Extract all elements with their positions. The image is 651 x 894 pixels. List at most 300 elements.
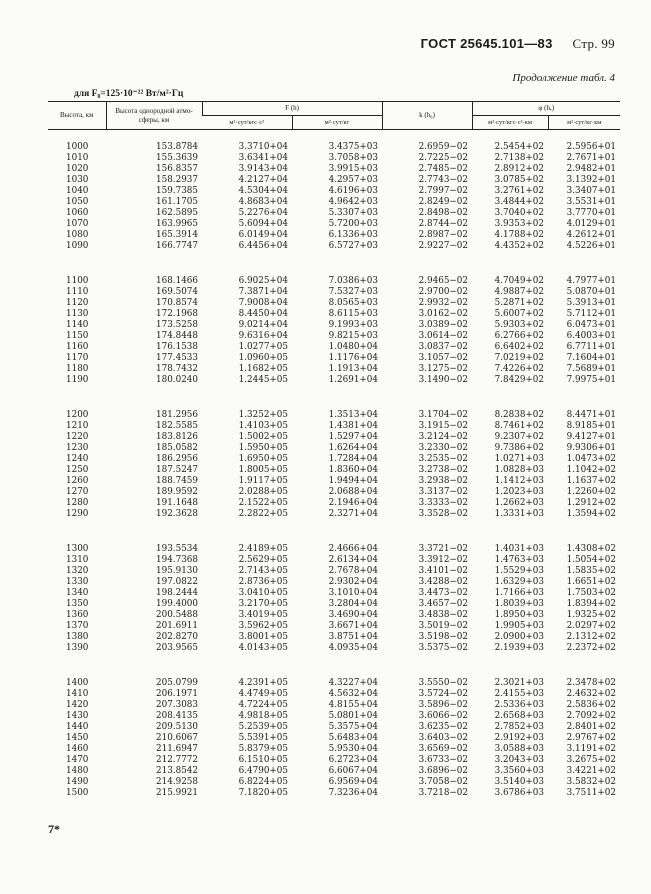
phi-kg-cell: 4.0129+01 (566, 219, 616, 229)
phi-kgs-cell: 4.4352+02 (494, 241, 544, 251)
phi-kg-cell: 2.5956+01 (566, 142, 616, 152)
phi-kgs-cell: 3.9353+02 (494, 219, 544, 229)
table-row (48, 454, 620, 465)
phi-kgs-cell: 4.1788+02 (494, 230, 544, 240)
F-kgs-cell: 8.4450+04 (238, 309, 288, 319)
phi-kg-cell: 2.4632+02 (566, 689, 616, 699)
F-kgs-cell: 6.4790+05 (238, 766, 288, 776)
altitude-cell: 1210 (66, 421, 89, 431)
F-kg-cell: 3.2804+04 (328, 599, 378, 609)
phi-kg-cell: 1.7503+02 (566, 588, 616, 598)
altitude-cell: 1200 (66, 410, 89, 420)
atmosphere-height-cell: 168.1466 (156, 276, 198, 286)
k-cell: 3.4288−02 (418, 577, 468, 587)
F-kgs-cell: 2.1522+05 (238, 498, 288, 508)
phi-kg-cell: 8.4471+01 (566, 410, 616, 420)
phi-kg-cell: 1.6651+02 (566, 577, 616, 587)
F-kgs-cell: 1.0960+05 (238, 353, 288, 363)
altitude-cell: 1240 (66, 454, 89, 464)
table-row (48, 498, 620, 509)
table-row (48, 164, 620, 175)
F-kgs-cell: 3.9143+04 (238, 164, 288, 174)
phi-kgs-cell: 3.6786+03 (494, 788, 544, 798)
F-kgs-cell: 2.4189+05 (238, 544, 288, 554)
col-altitude: Высота, км (48, 102, 106, 130)
atmosphere-height-cell: 189.9592 (156, 487, 198, 497)
table-row (48, 755, 620, 766)
F-kg-cell: 1.5297+04 (328, 432, 378, 442)
altitude-cell: 1330 (66, 577, 89, 587)
table-row (48, 219, 620, 230)
atmosphere-height-cell: 153.8784 (156, 142, 198, 152)
k-cell: 3.6569−02 (418, 744, 468, 754)
col-k: k (h₀) (382, 102, 472, 130)
table-row (48, 711, 620, 722)
phi-kgs-cell: 2.0900+03 (494, 632, 544, 642)
table-row (48, 276, 620, 287)
phi-kgs-cell: 8.7461+02 (494, 421, 544, 431)
table-row (48, 577, 620, 588)
group-spacer (48, 520, 620, 544)
atmosphere-height-cell: 195.9130 (156, 566, 198, 576)
altitude-cell: 1050 (66, 197, 89, 207)
altitude-cell: 1440 (66, 722, 89, 732)
phi-kg-cell: 2.5836+02 (566, 700, 616, 710)
table-row (48, 722, 620, 733)
atmosphere-height-cell: 197.0822 (156, 577, 198, 587)
table-row (48, 465, 620, 476)
F-kg-cell: 2.3271+04 (328, 509, 378, 519)
altitude-cell: 1410 (66, 689, 89, 699)
k-cell: 3.5198−02 (418, 632, 468, 642)
phi-kgs-cell: 9.2307+02 (494, 432, 544, 442)
phi-kgs-cell: 1.6329+03 (494, 577, 544, 587)
atmosphere-height-cell: 174.8448 (156, 331, 198, 341)
altitude-cell: 1380 (66, 632, 89, 642)
k-cell: 3.2738−02 (418, 465, 468, 475)
phi-kg-cell: 2.3478+02 (566, 678, 616, 688)
page-number: Стр. 99 (572, 36, 615, 51)
k-cell: 3.1057−02 (418, 353, 468, 363)
table-row (48, 733, 620, 744)
phi-kgs-cell: 1.7166+03 (494, 588, 544, 598)
phi-kg-cell: 7.9975+01 (566, 375, 616, 385)
k-cell: 2.9700−02 (418, 287, 468, 297)
phi-kgs-cell: 4.7049+02 (494, 276, 544, 286)
k-cell: 3.2330−02 (418, 443, 468, 453)
k-cell: 2.9465−02 (418, 276, 468, 286)
F-kgs-cell: 3.6341+04 (238, 153, 288, 163)
k-cell: 3.0837−02 (418, 342, 468, 352)
atmosphere-height-cell: 163.9965 (156, 219, 198, 229)
atmosphere-height-cell: 162.5895 (156, 208, 198, 218)
altitude-cell: 1070 (66, 219, 89, 229)
altitude-cell: 1430 (66, 711, 89, 721)
F-kg-cell: 1.3513+04 (328, 410, 378, 420)
altitude-cell: 1490 (66, 777, 89, 787)
col-phi-units-kg: м²·сут/кг·км (548, 116, 620, 130)
F-kgs-cell: 9.6316+04 (238, 331, 288, 341)
phi-kg-cell: 3.7770+01 (566, 208, 616, 218)
table-row (48, 487, 620, 498)
col-phi: φ (hₑ) (472, 102, 620, 116)
atmosphere-height-cell: 186.2956 (156, 454, 198, 464)
table-row (48, 186, 620, 197)
F-kgs-cell: 1.4103+05 (238, 421, 288, 431)
F-kg-cell: 5.9530+04 (328, 744, 378, 754)
phi-kgs-cell: 1.1412+03 (494, 476, 544, 486)
phi-kg-cell: 3.3407+01 (566, 186, 616, 196)
atmosphere-height-cell: 181.2956 (156, 410, 198, 420)
phi-kgs-cell: 2.5454+02 (494, 142, 544, 152)
F-kgs-cell: 1.6950+05 (238, 454, 288, 464)
phi-kgs-cell: 6.6402+02 (494, 342, 544, 352)
altitude-cell: 1000 (66, 142, 89, 152)
table-row (48, 410, 620, 421)
F-kg-cell: 1.4381+04 (328, 421, 378, 431)
F-kgs-cell: 1.5950+05 (238, 443, 288, 453)
altitude-cell: 1250 (66, 465, 89, 475)
F-kgs-cell: 6.9025+04 (238, 276, 288, 286)
phi-kgs-cell: 2.6568+03 (494, 711, 544, 721)
phi-kg-cell: 2.2372+02 (566, 643, 616, 653)
F-kgs-cell: 3.5962+05 (238, 621, 288, 631)
altitude-cell: 1160 (66, 342, 89, 352)
col-F: F (h) (202, 102, 382, 116)
col-atmosphere-height: Высота однородной атмосферы, км (106, 102, 202, 130)
atmosphere-height-cell: 201.6911 (156, 621, 198, 631)
altitude-cell: 1090 (66, 241, 89, 251)
table-row (48, 610, 620, 621)
table-row (48, 766, 620, 777)
phi-kgs-cell: 7.4226+02 (494, 364, 544, 374)
k-cell: 2.7997−02 (418, 186, 468, 196)
table-row (48, 287, 620, 298)
atmosphere-height-cell: 169.5074 (156, 287, 198, 297)
table-row (48, 241, 620, 252)
k-cell: 3.6896−02 (418, 766, 468, 776)
atmosphere-height-cell: 187.5247 (156, 465, 198, 475)
phi-kgs-cell: 1.2662+03 (494, 498, 544, 508)
table-row (48, 643, 620, 654)
F-kg-cell: 4.8155+04 (328, 700, 378, 710)
phi-kgs-cell: 1.9905+03 (494, 621, 544, 631)
F-kg-cell: 2.9302+04 (328, 577, 378, 587)
table-row (48, 476, 620, 487)
F-kg-cell: 7.3236+04 (328, 788, 378, 798)
altitude-cell: 1080 (66, 230, 89, 240)
phi-kgs-cell: 5.2871+02 (494, 298, 544, 308)
k-cell: 2.7225−02 (418, 153, 468, 163)
atmosphere-height-cell: 158.2937 (156, 175, 198, 185)
F-kgs-cell: 5.2539+05 (238, 722, 288, 732)
phi-kg-cell: 7.1604+01 (566, 353, 616, 363)
F-kg-cell: 3.9915+03 (328, 164, 378, 174)
k-cell: 3.1704−02 (418, 410, 468, 420)
phi-kgs-cell: 1.8950+03 (494, 610, 544, 620)
table-row (48, 555, 620, 566)
phi-kgs-cell: 5.6007+02 (494, 309, 544, 319)
F-kg-cell: 8.0565+03 (328, 298, 378, 308)
table-row (48, 777, 620, 788)
phi-kgs-cell: 8.2838+02 (494, 410, 544, 420)
altitude-cell: 1370 (66, 621, 89, 631)
altitude-cell: 1390 (66, 643, 89, 653)
phi-kg-cell: 4.7977+01 (566, 276, 616, 286)
phi-kg-cell: 3.2675+02 (566, 755, 616, 765)
atmosphere-height-cell: 170.8574 (156, 298, 198, 308)
F-kgs-cell: 4.9818+05 (238, 711, 288, 721)
k-cell: 2.8498−02 (418, 208, 468, 218)
F-kgs-cell: 4.8683+04 (238, 197, 288, 207)
table-row (48, 566, 620, 577)
phi-kg-cell: 9.9306+01 (566, 443, 616, 453)
F-kg-cell: 6.9569+04 (328, 777, 378, 787)
phi-kg-cell: 5.7112+01 (566, 309, 616, 319)
F-kg-cell: 5.3307+03 (328, 208, 378, 218)
k-cell: 2.8744−02 (418, 219, 468, 229)
atmosphere-height-cell: 209.5130 (156, 722, 198, 732)
atmosphere-height-cell: 200.5488 (156, 610, 198, 620)
phi-kg-cell: 5.3913+01 (566, 298, 616, 308)
atmosphere-height-cell: 194.7368 (156, 555, 198, 565)
atmosphere-height-cell: 178.7432 (156, 364, 198, 374)
table-row (48, 509, 620, 520)
phi-kg-cell: 1.1042+02 (566, 465, 616, 475)
k-cell: 3.5375−02 (418, 643, 468, 653)
F-kg-cell: 5.3575+04 (328, 722, 378, 732)
F-kgs-cell: 2.5629+05 (238, 555, 288, 565)
atmosphere-height-cell: 192.3628 (156, 509, 198, 519)
phi-kgs-cell: 4.9887+02 (494, 287, 544, 297)
k-cell: 3.2535−02 (418, 454, 468, 464)
phi-kg-cell: 3.5832+02 (566, 777, 616, 787)
F-kg-cell: 5.7200+03 (328, 219, 378, 229)
atmosphere-height-cell: 207.3083 (156, 700, 198, 710)
table-row (48, 544, 620, 555)
phi-kgs-cell: 2.9192+03 (494, 733, 544, 743)
table-row (48, 208, 620, 219)
F-kgs-cell: 1.0277+05 (238, 342, 288, 352)
group-spacer (48, 654, 620, 678)
altitude-cell: 1300 (66, 544, 89, 554)
table-row (48, 309, 620, 320)
F-kg-cell: 2.6134+04 (328, 555, 378, 565)
phi-kgs-cell: 3.0785+02 (494, 175, 544, 185)
F-kgs-cell: 6.1510+05 (238, 755, 288, 765)
altitude-cell: 1340 (66, 588, 89, 598)
table-continuation-note: Продолжение табл. 4 (512, 72, 615, 84)
table-row (48, 689, 620, 700)
F-kg-cell: 2.4666+04 (328, 544, 378, 554)
phi-kg-cell: 9.4127+01 (566, 432, 616, 442)
phi-kg-cell: 1.2260+02 (566, 487, 616, 497)
F-kg-cell: 1.9494+04 (328, 476, 378, 486)
k-cell: 3.7218−02 (418, 788, 468, 798)
altitude-cell: 1100 (66, 276, 89, 286)
altitude-cell: 1140 (66, 320, 89, 330)
phi-kg-cell: 4.5226+01 (566, 241, 616, 251)
table-row (48, 744, 620, 755)
k-cell: 2.7743−02 (418, 175, 468, 185)
atmosphere-height-cell: 165.3914 (156, 230, 198, 240)
k-cell: 3.5896−02 (418, 700, 468, 710)
F-kg-cell: 6.1336+03 (328, 230, 378, 240)
k-cell: 3.3721−02 (418, 544, 468, 554)
atmosphere-height-cell: 208.4135 (156, 711, 198, 721)
phi-kg-cell: 1.2912+02 (566, 498, 616, 508)
standard-number: ГОСТ 25645.101—83 (420, 36, 553, 51)
F-kg-cell: 6.6067+04 (328, 766, 378, 776)
altitude-cell: 1280 (66, 498, 89, 508)
F-kgs-cell: 1.1682+05 (238, 364, 288, 374)
phi-kgs-cell: 7.0219+02 (494, 353, 544, 363)
altitude-cell: 1500 (66, 788, 89, 798)
atmosphere-height-cell: 161.1705 (156, 197, 198, 207)
altitude-cell: 1220 (66, 432, 89, 442)
table-row (48, 142, 620, 153)
F-kg-cell: 5.6483+04 (328, 733, 378, 743)
atmosphere-height-cell: 198.2444 (156, 588, 198, 598)
phi-kg-cell: 8.9185+01 (566, 421, 616, 431)
group-spacer (48, 252, 620, 276)
phi-kgs-cell: 1.4763+03 (494, 555, 544, 565)
atmosphere-height-cell: 173.5258 (156, 320, 198, 330)
F-kg-cell: 4.2957+03 (328, 175, 378, 185)
F-kgs-cell: 9.0214+04 (238, 320, 288, 330)
F-kgs-cell: 1.3252+05 (238, 410, 288, 420)
table-row (48, 700, 620, 711)
atmosphere-height-cell: 214.9258 (156, 777, 198, 787)
phi-kg-cell: 2.0297+02 (566, 621, 616, 631)
table-row (48, 342, 620, 353)
table-row (48, 230, 620, 241)
group-spacer (48, 386, 620, 410)
footer-signature: 7* (48, 822, 60, 836)
F-kgs-cell: 5.8379+05 (238, 744, 288, 754)
atmosphere-height-cell: 205.0799 (156, 678, 198, 688)
k-cell: 3.7058−02 (418, 777, 468, 787)
F-kgs-cell: 5.2276+04 (238, 208, 288, 218)
k-cell: 3.5550−02 (418, 678, 468, 688)
F-kg-cell: 9.8215+03 (328, 331, 378, 341)
col-F-units-kgs: м²·сут/кгс·с² (202, 116, 292, 130)
atmosphere-height-cell: 215.9921 (156, 788, 198, 798)
altitude-cell: 1270 (66, 487, 89, 497)
k-cell: 2.8987−02 (418, 230, 468, 240)
phi-kg-cell: 1.9325+02 (566, 610, 616, 620)
F-kg-cell: 6.5727+03 (328, 241, 378, 251)
altitude-cell: 1420 (66, 700, 89, 710)
altitude-cell: 1010 (66, 153, 89, 163)
phi-kgs-cell: 3.4844+02 (494, 197, 544, 207)
F-kg-cell: 4.0935+04 (328, 643, 378, 653)
phi-kg-cell: 2.8401+02 (566, 722, 616, 732)
phi-kg-cell: 2.9767+02 (566, 733, 616, 743)
atmosphere-height-cell: 199.4000 (156, 599, 198, 609)
phi-kg-cell: 6.0473+01 (566, 320, 616, 330)
parameter-line: для F₀=125·10⁻²² Вт/м²·Гц (74, 89, 184, 99)
F-kgs-cell: 1.5002+05 (238, 432, 288, 442)
phi-kg-cell: 3.4221+02 (566, 766, 616, 776)
atmosphere-height-cell: 213.8542 (156, 766, 198, 776)
phi-kg-cell: 1.5835+02 (566, 566, 616, 576)
table-row (48, 320, 620, 331)
k-cell: 3.2124−02 (418, 432, 468, 442)
F-kg-cell: 6.2723+04 (328, 755, 378, 765)
phi-kg-cell: 1.3594+02 (566, 509, 616, 519)
table-row (48, 443, 620, 454)
phi-kgs-cell: 3.5140+03 (494, 777, 544, 787)
phi-kgs-cell: 1.3331+03 (494, 509, 544, 519)
k-cell: 3.6235−02 (418, 722, 468, 732)
k-cell: 3.4657−02 (418, 599, 468, 609)
F-kg-cell: 9.1993+03 (328, 320, 378, 330)
atmosphere-height-cell: 182.5585 (156, 421, 198, 431)
F-kg-cell: 2.1946+04 (328, 498, 378, 508)
F-kg-cell: 1.0480+04 (328, 342, 378, 352)
k-cell: 3.6066−02 (418, 711, 468, 721)
k-cell: 3.0162−02 (418, 309, 468, 319)
F-kg-cell: 2.7678+04 (328, 566, 378, 576)
F-kgs-cell: 2.8736+05 (238, 577, 288, 587)
phi-kgs-cell: 2.7852+03 (494, 722, 544, 732)
k-cell: 3.2938−02 (418, 476, 468, 486)
k-cell: 3.4101−02 (418, 566, 468, 576)
phi-kg-cell: 5.0870+01 (566, 287, 616, 297)
phi-kgs-cell: 2.7138+02 (494, 153, 544, 163)
k-cell: 3.1915−02 (418, 421, 468, 431)
F-kgs-cell: 5.5391+05 (238, 733, 288, 743)
F-kgs-cell: 3.2170+05 (238, 599, 288, 609)
table-row (48, 788, 620, 799)
atmosphere-height-cell: 193.5534 (156, 544, 198, 554)
atmosphere-height-cell: 172.1968 (156, 309, 198, 319)
atmosphere-height-cell: 212.7772 (156, 755, 198, 765)
altitude-cell: 1030 (66, 175, 89, 185)
F-kgs-cell: 5.6094+04 (238, 219, 288, 229)
data-table (48, 101, 620, 799)
F-kgs-cell: 4.2391+05 (238, 678, 288, 688)
phi-kgs-cell: 2.3021+03 (494, 678, 544, 688)
F-kgs-cell: 4.0143+05 (238, 643, 288, 653)
table-body (48, 130, 620, 800)
phi-kg-cell: 3.1191+02 (566, 744, 616, 754)
k-cell: 3.5019−02 (418, 621, 468, 631)
phi-kg-cell: 1.5054+02 (566, 555, 616, 565)
phi-kgs-cell: 3.7040+02 (494, 208, 544, 218)
k-cell: 3.1275−02 (418, 364, 468, 374)
phi-kgs-cell: 1.8039+03 (494, 599, 544, 609)
atmosphere-height-cell: 191.1648 (156, 498, 198, 508)
altitude-cell: 1400 (66, 678, 89, 688)
phi-kgs-cell: 2.8912+02 (494, 164, 544, 174)
table-row (48, 678, 620, 689)
phi-kg-cell: 6.4003+01 (566, 331, 616, 341)
table-row (48, 175, 620, 186)
F-kgs-cell: 3.3710+04 (238, 142, 288, 152)
F-kg-cell: 1.6264+04 (328, 443, 378, 453)
col-F-units-kg: м²·сут/кг (292, 116, 382, 130)
phi-kgs-cell: 5.9303+02 (494, 320, 544, 330)
F-kgs-cell: 6.0149+04 (238, 230, 288, 240)
phi-kg-cell: 1.8394+02 (566, 599, 616, 609)
altitude-cell: 1450 (66, 733, 89, 743)
F-kg-cell: 7.5327+03 (328, 287, 378, 297)
altitude-cell: 1150 (66, 331, 89, 341)
table-row (48, 331, 620, 342)
altitude-cell: 1260 (66, 476, 89, 486)
